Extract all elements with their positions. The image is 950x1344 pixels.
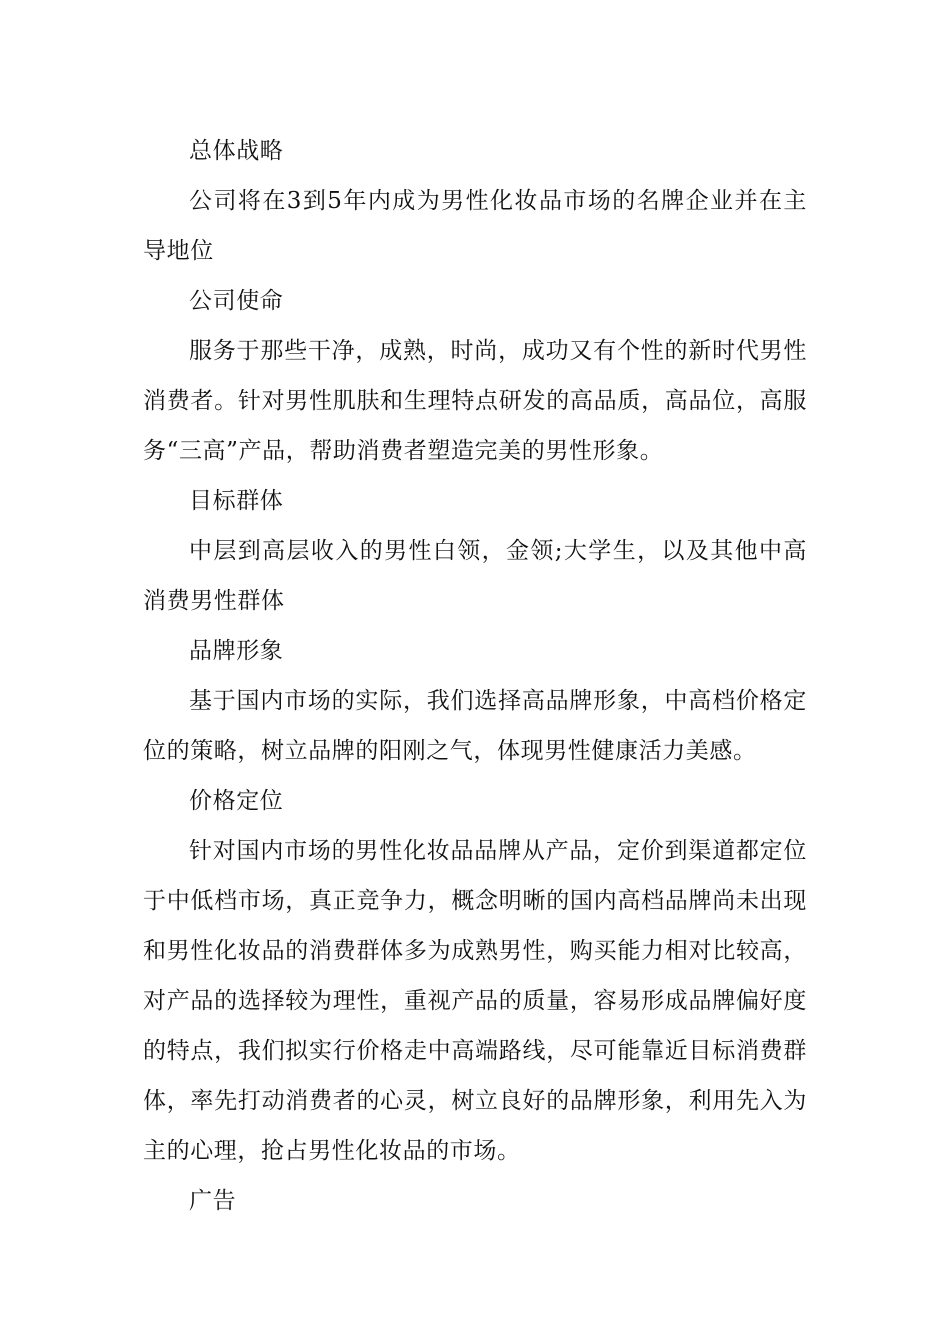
section-body-brand-image: 基于国内市场的实际，我们选择高品牌形象，中高档价格定位的策略，树立品牌的阳刚之气，体现男性健康活力美感。 — [143, 688, 807, 764]
section-heading-price-positioning: 价格定位 — [189, 788, 284, 814]
section-body-overall-strategy: 公司将在3到5年内成为男性化妆品市场的名牌企业并在主导地位 — [143, 188, 807, 264]
section-heading-brand-image: 品牌形象 — [189, 638, 284, 664]
section-heading-advertising: 广告 — [189, 1188, 237, 1214]
document-body — [143, 126, 807, 1226]
section-heading-overall-strategy: 总体战略 — [189, 138, 284, 164]
section-heading-company-mission: 公司使命 — [189, 288, 284, 314]
section-body-company-mission: 服务于那些干净，成熟，时尚，成功又有个性的新时代男性消费者。针对男性肌肤和生理特点研发的高品质，高品位，高服务“三高”产品，帮助消费者塑造完美的男性形象。 — [143, 338, 807, 464]
section-body-price-positioning: 针对国内市场的男性化妆品品牌从产品，定价到渠道都定位于中低档市场，真正竞争力，概念明晰的国内高档品牌尚未出现和男性化妆品的消费群体多为成熟男性，购买能力相对比较高，对产品的选择较为理性，重视产品的质量，容易形成品牌偏好度的特点，我们拟实行价格走中高端路线，尽可能靠近目标消费群体，率先打动消费者的心灵，树立良好的品牌形象，利用先入为主的心理，抢占男性化妆品的市场。 — [143, 838, 807, 1164]
section-body-target-group: 中层到高层收入的男性白领，金领;大学生，以及其他中高消费男性群体 — [143, 538, 807, 614]
section-heading-target-group: 目标群体 — [189, 488, 284, 514]
